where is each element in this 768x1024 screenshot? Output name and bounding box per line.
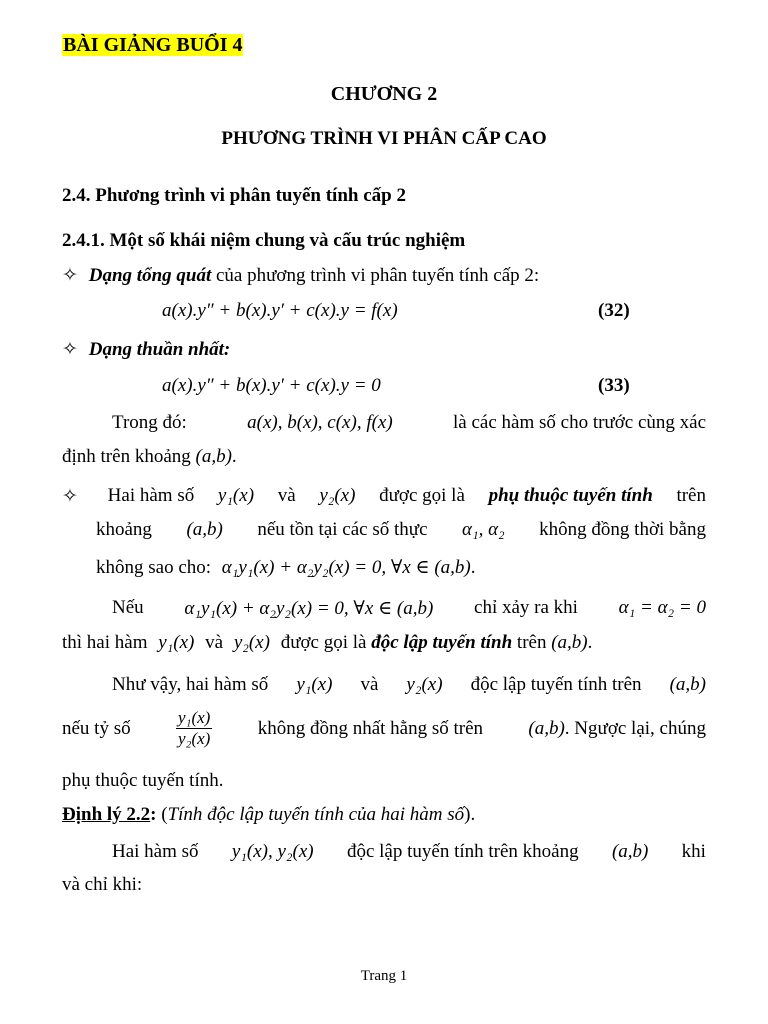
paragraph-ratio-line1: Như vậy, hai hàm số y₁(x) và y₂(x) độc lập tuyến tính trên (a,b) bbox=[112, 674, 706, 695]
theorem-statement-line2: và chỉ khi: bbox=[62, 874, 143, 895]
paragraph-ratio-line2: nếu tỷ số $\frac{\text{y₁(x)}}{\text{y₂(x)}}$ không đồng nhất hằng số trên (a,b). Ngược lại, chúng bbox=[62, 708, 706, 748]
paragraph-independence-line1: Nếu α₁y₁(x) + α₂y₂(x) = 0, ∀x ∈ (a,b) chỉ xảy ra khi α₁ = α₂ = 0 bbox=[112, 597, 706, 619]
ratio-fraction: $\frac{\text{y₁(x)}}{\text{y₂(x)}}$ bbox=[177, 708, 211, 748]
bullet-icon: ✧ bbox=[62, 486, 78, 507]
paragraph-independence-line2: thì hai hàm y₁(x) và y₂(x) được gọi là độc lập tuyến tính trên (a,b). bbox=[62, 632, 593, 653]
bullet-linear-dependence-line3: không sao cho: α₁y₁(x) + α₂y₂(x) = 0, ∀x ∈ (a,b). bbox=[96, 557, 476, 578]
bullet-general-form: ✧ Dạng tổng quát của phương trình vi phân tuyến tính cấp 2: bbox=[62, 265, 540, 286]
theorem-2-2-heading: Định lý 2.2: (Tính độc lập tuyến tính của hai hàm số). bbox=[62, 804, 476, 825]
bullet-linear-dependence-line2: khoảng (a,b) nếu tồn tại các số thực α₁, α₂ không đồng thời bằng bbox=[96, 519, 706, 540]
theorem-statement-line1: Hai hàm số y₁(x), y₂(x) độc lập tuyến tính trên khoảng (a,b) khi bbox=[112, 841, 706, 862]
page-footer: Trang 1 bbox=[360, 968, 408, 984]
equation-32-tag: (32) bbox=[598, 300, 630, 321]
equation-32: a(x).y″ + b(x).y′ + c(x).y = f(x) bbox=[162, 300, 398, 321]
section-heading: 2.4. Phương trình vi phân tuyến tính cấp 2 bbox=[62, 185, 406, 206]
bullet-icon: ✧ bbox=[62, 339, 78, 360]
paragraph-where-line2: định trên khoảng (a,b). bbox=[62, 446, 237, 467]
subsection-heading: 2.4.1. Một số khái niệm chung và cấu trúc nghiệm bbox=[62, 230, 466, 251]
equation-33-tag: (33) bbox=[598, 375, 630, 396]
lesson-title: BÀI GIẢNG BUỔI 4 bbox=[63, 34, 243, 56]
chapter-title: PHƯƠNG TRÌNH VI PHÂN CẤP CAO bbox=[221, 128, 547, 149]
paragraph-where-line1: Trong đó: a(x), b(x), c(x), f(x) là các hàm số cho trước cùng xác bbox=[112, 412, 706, 433]
bullet-icon: ✧ bbox=[62, 265, 78, 286]
bullet-linear-dependence-line1: ✧ Hai hàm số y₁(x) và y₂(x) được gọi là phụ thuộc tuyến tính trên bbox=[62, 485, 706, 507]
equation-33: a(x).y″ + b(x).y′ + c(x).y = 0 bbox=[162, 375, 381, 396]
paragraph-ratio-line3: phụ thuộc tuyến tính. bbox=[62, 770, 224, 791]
chapter-heading: CHƯƠNG 2 bbox=[330, 83, 438, 105]
bullet-homogeneous-form: ✧ Dạng thuần nhất: bbox=[62, 339, 231, 360]
